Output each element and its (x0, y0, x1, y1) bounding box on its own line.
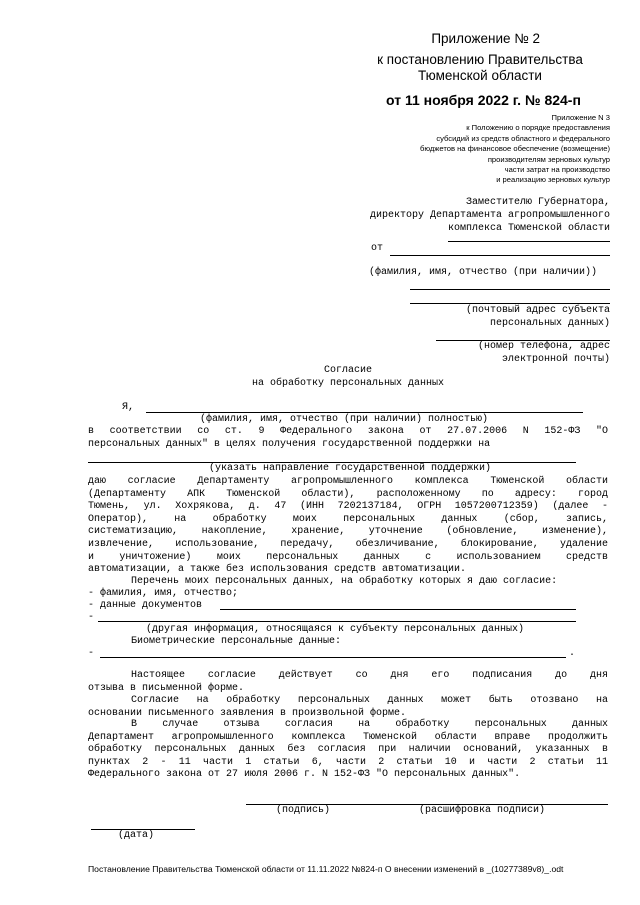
other-line (98, 621, 576, 622)
annex-title: Приложение № 2 (431, 31, 540, 46)
annex3-line: к Положению о порядке предоставления (466, 123, 610, 133)
support-caption: (указать направление государственной поддержки) (209, 463, 492, 474)
biometric-label: Биометрические персональные данные: (131, 636, 342, 647)
from-label: от (371, 243, 384, 254)
phone-caption (478, 341, 610, 366)
bio-dot: . (569, 648, 576, 659)
paragraph-case (88, 719, 608, 782)
postal-line-1 (410, 289, 610, 290)
resolution-ref (360, 52, 600, 84)
validity-line-1: Настоящее согласие действует со дня его подписания до дня (131, 670, 608, 681)
phone-caption-2: электронной почты) (501, 353, 610, 365)
title-line-1: Согласие (323, 365, 372, 376)
list-item-docs: - данные документов (88, 600, 203, 611)
bio-line (100, 657, 566, 658)
addressee-line-2: директору Департамента агропромышленного (369, 210, 610, 221)
annex3-line: и реализацию зерновых культур (496, 175, 610, 185)
sign-caption: (подпись) (276, 805, 331, 816)
from-line (390, 255, 610, 256)
case-line: обработку персональных данных без согласия при наличии оснований, указанных в (88, 744, 608, 756)
annex3-line: части затрат на производство (504, 165, 610, 175)
list-item-fio: - фамилия, имя, отчество; (88, 588, 239, 599)
header-block (431, 30, 540, 48)
title-line-2: на обработку персональных данных (251, 377, 445, 389)
resolution-line-2: Тюменской области (418, 68, 542, 83)
p2-line: извлечение, использование, передачу, обезличивание, блокирование, удаление (88, 538, 608, 550)
p2-line: Оператор), на обработку моих персональных данных (сбор, запись, (88, 513, 608, 525)
fio-caption: (фамилия, имя, отчество (при наличии)) (369, 267, 598, 278)
paragraph-validity (88, 670, 608, 695)
decode-caption: (расшифровка подписи) (419, 805, 546, 816)
postal-caption-1: (почтовый адрес субъекта (465, 305, 610, 316)
consent-title (88, 365, 608, 390)
case-line: пунктах 2 - 11 части 1 статьи 6, части 2 статьи 10 и части 2 статьи 11 (88, 756, 608, 768)
addressee-line-1: Заместителю Губернатора, (465, 197, 610, 208)
p2-line: систематизацию, накопление, хранение, уточнение (обновление, изменение), (88, 526, 608, 538)
date-caption: (дата) (118, 830, 155, 841)
p1-line-2: персональных данных" в целях получения государственной поддержки на (88, 438, 491, 450)
paragraph-revoke (88, 695, 608, 720)
resolution-line-1: к постановлению Правительства (377, 52, 583, 67)
i-label: Я, (122, 402, 135, 413)
addressee-block (370, 196, 610, 235)
case-last-line: Федерального закона от 27 июля 2006 г. N 152-ФЗ "О персональных данных". (88, 769, 521, 781)
fio-full-caption: (фамилия, имя, отчество (при наличии) полностью) (200, 414, 489, 425)
paragraph-1 (88, 426, 608, 451)
bio-dash: - (88, 648, 95, 659)
fio-full-line (146, 412, 583, 413)
other-caption: (другая информация, относящаяся к субъекту персональных данных) (146, 624, 525, 635)
p2-last-line: автоматизации, а также без использования средств автоматизации. (88, 564, 467, 576)
annex3-line: субсидий из средств областного и федерального (436, 133, 610, 143)
p1-line-1: в соответствии со ст. 9 Федерального закона от 27.07.2006 N 152-ФЗ "О (88, 426, 608, 437)
p2-line: (Департаменту АПК Тюменской области), расположенному по адресу: город (88, 488, 608, 500)
revoke-line-1: Согласие на обработку персональных данных может быть отозвано на (131, 695, 608, 706)
addressee-line-3: комплекса Тюменской области (447, 223, 610, 234)
p2-line: даю согласие Департаменту агропромышленного комплекса Тюменской области (88, 476, 608, 487)
revoke-line-2: основании письменного заявления в произвольной форме. (88, 707, 407, 719)
paragraph-2 (88, 476, 608, 577)
postal-caption (466, 305, 610, 330)
phone-caption-1: (номер телефона, адрес (477, 341, 610, 352)
addressee-line-blank (448, 241, 610, 242)
postal-line-2 (410, 303, 610, 304)
case-line: Департамент агропромышленного комплекса Тюменской области вправе продолжить (88, 731, 608, 743)
annex3-line: Приложение N 3 (551, 113, 610, 122)
list-intro: Перечень моих персональных данных, на обработку которых я даю согласие: (131, 576, 558, 587)
annex3-line: бюджетов на финансовое обеспечение (возмещение) (419, 144, 610, 154)
annex3-block (420, 113, 610, 186)
docs-line (220, 609, 576, 610)
postal-caption-2: персональных данных) (489, 317, 610, 329)
annex3-line: производителям зерновых культур (487, 154, 610, 164)
case-line: В случае отзыва согласия на обработку персональных данных (131, 719, 608, 730)
list-item-dash: - (88, 612, 95, 623)
p2-line: и уничтожение) моих персональных данных с использованием средств (88, 551, 608, 563)
p2-line: Тюмень, ул. Хохрякова, д. 47 (ИНН 7202137184, ОГРН 1057200712359) (далее - (88, 501, 608, 513)
validity-line-2: отзыва в письменной форме. (88, 682, 245, 694)
footer-text: Постановление Правительства Тюменской области от 11.11.2022 №824-п О внесении изменений в _(10277389v8)_.odt (88, 864, 564, 874)
resolution-date-number: от 11 ноября 2022 г. № 824-п (386, 92, 581, 108)
